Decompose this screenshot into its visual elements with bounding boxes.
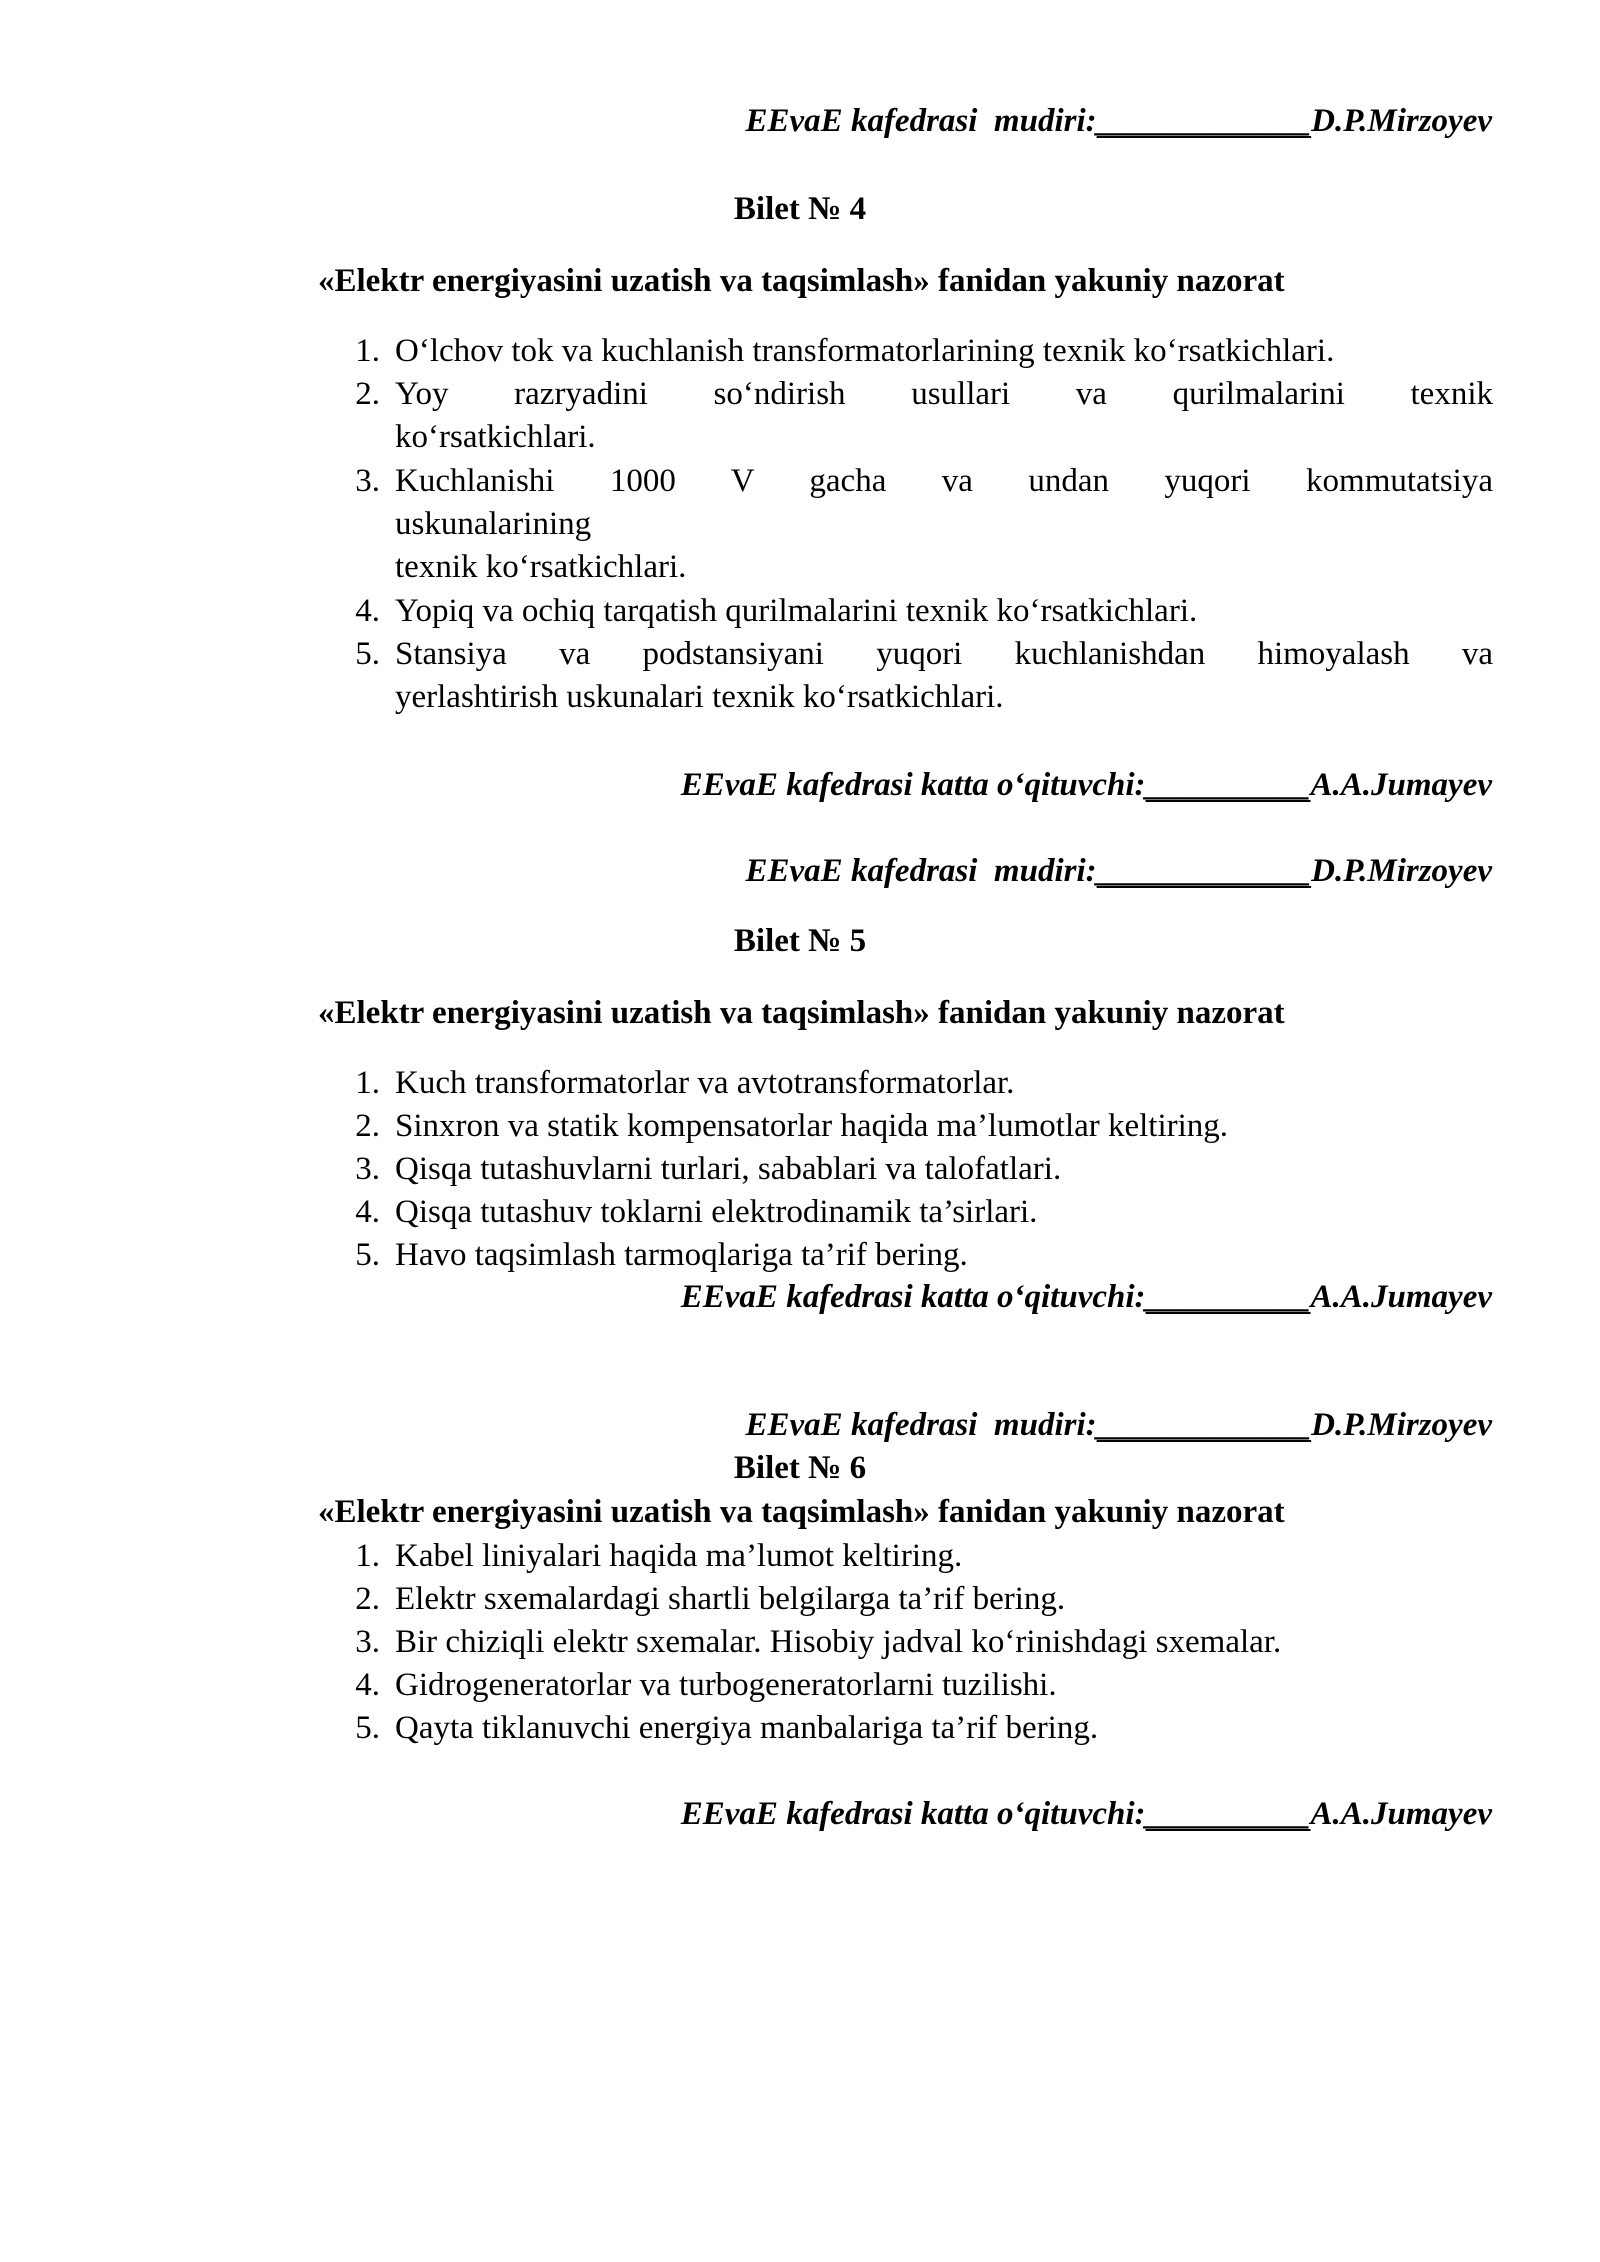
subject-title: «Elektr energiyasini uzatish va taqsimlash» fanidan yakuniy nazorat (318, 263, 1285, 299)
head-signature (746, 101, 1492, 141)
signature-line: _____________ (1096, 853, 1312, 889)
question-text-line: yerlashtirish uskunalari texnik ko‘rsatkichlari. (395, 679, 1004, 715)
signature-line: __________ (1145, 1796, 1311, 1832)
teacher-signature-label: EEvaE kafedrasi katta o‘qituvchi: (680, 1279, 1146, 1315)
question-text-line: uskunalarining (395, 506, 592, 542)
question-text: Qisqa tutashuv toklarni elektrodinamik ta’sirlari. (395, 1194, 1038, 1230)
question-text: Kabel liniyalari haqida ma’lumot keltiring. (395, 1538, 963, 1574)
question-text-line: Yoy razryadini so‘ndirish usullari va qurilmalarini texnik (395, 376, 1493, 412)
question-number: 3. (355, 1151, 380, 1187)
teacher-name: A.A.Jumayev (1310, 1796, 1492, 1832)
question-text: Bir chiziqli elektr sxemalar. Hisobiy jadval ko‘rinishdagi sxemalar. (395, 1624, 1282, 1660)
question-number: 2. (355, 1581, 380, 1617)
teacher-signature (681, 765, 1492, 805)
teacher-signature-label: EEvaE kafedrasi katta o‘qituvchi: (680, 1796, 1146, 1832)
question-number: 3. (355, 1624, 380, 1660)
question-number: 5. (355, 1237, 380, 1273)
question-text: Gidrogeneratorlar va turbogeneratorlarni tuzilishi. (395, 1667, 1057, 1703)
signature-line: _____________ (1096, 103, 1312, 139)
question-text: Havo taqsimlash tarmoqlariga ta’rif bering. (395, 1237, 968, 1273)
question-text: O‘lchov tok va kuchlanish transformatorlarining texnik ko‘rsatkichlari. (395, 333, 1335, 369)
question-text: Yopiq va ochiq tarqatish qurilmalarini texnik ko‘rsatkichlari. (395, 593, 1198, 629)
ticket-title: Bilet № 6 (733, 1450, 867, 1486)
question-number: 5. (355, 636, 380, 672)
question-number: 2. (355, 1108, 380, 1144)
question-text-line: texnik ko‘rsatkichlari. (395, 549, 687, 585)
question-number: 4. (355, 593, 380, 629)
question-text: Qisqa tutashuvlarni turlari, sabablari va talofatlari. (395, 1151, 1062, 1187)
head-signature-label: EEvaE kafedrasi mudiri: (745, 1407, 1097, 1443)
question-number: 5. (355, 1710, 380, 1746)
head-signature-label: EEvaE kafedrasi mudiri: (745, 103, 1097, 139)
teacher-name: A.A.Jumayev (1310, 1279, 1492, 1315)
question-number: 3. (355, 463, 380, 499)
head-signature-label: EEvaE kafedrasi mudiri: (745, 853, 1097, 889)
question-number: 4. (355, 1194, 380, 1230)
signature-line: _____________ (1096, 1407, 1312, 1443)
teacher-signature-label: EEvaE kafedrasi katta o‘qituvchi: (680, 767, 1146, 803)
signature-line: __________ (1145, 1279, 1311, 1315)
teacher-signature (681, 1794, 1492, 1834)
subject-title: «Elektr energiyasini uzatish va taqsimlash» fanidan yakuniy nazorat (318, 1494, 1285, 1530)
head-name: D.P.Mirzoyev (1311, 1407, 1492, 1443)
ticket-title: Bilet № 4 (733, 191, 867, 227)
question-text: Elektr sxemalardagi shartli belgilarga ta’rif bering. (395, 1581, 1066, 1617)
teacher-name: A.A.Jumayev (1310, 767, 1492, 803)
question-number: 1. (355, 1065, 380, 1101)
question-number: 1. (355, 333, 380, 369)
question-text-line: ko‘rsatkichlari. (395, 419, 596, 455)
question-text: Qayta tiklanuvchi energiya manbalariga ta’rif bering. (395, 1710, 1099, 1746)
question-number: 2. (355, 376, 380, 412)
question-number: 4. (355, 1667, 380, 1703)
ticket-title: Bilet № 5 (733, 923, 867, 959)
question-text: Sinxron va statik kompensatorlar haqida ma’lumotlar keltiring. (395, 1108, 1229, 1144)
question-text-line: Kuchlanishi 1000 V gacha va undan yuqori kommutatsiya (395, 463, 1493, 499)
question-text-line: Stansiya va podstansiyani yuqori kuchlanishdan himoyalash va (395, 636, 1493, 672)
head-name: D.P.Mirzoyev (1311, 853, 1492, 889)
head-signature (746, 1405, 1492, 1445)
question-text: Kuch transformatorlar va avtotransformatorlar. (395, 1065, 1015, 1101)
subject-title: «Elektr energiyasini uzatish va taqsimlash» fanidan yakuniy nazorat (318, 995, 1285, 1031)
teacher-signature (681, 1277, 1492, 1317)
head-name: D.P.Mirzoyev (1311, 103, 1492, 139)
head-signature (746, 851, 1492, 891)
signature-line: __________ (1145, 767, 1311, 803)
question-number: 1. (355, 1538, 380, 1574)
